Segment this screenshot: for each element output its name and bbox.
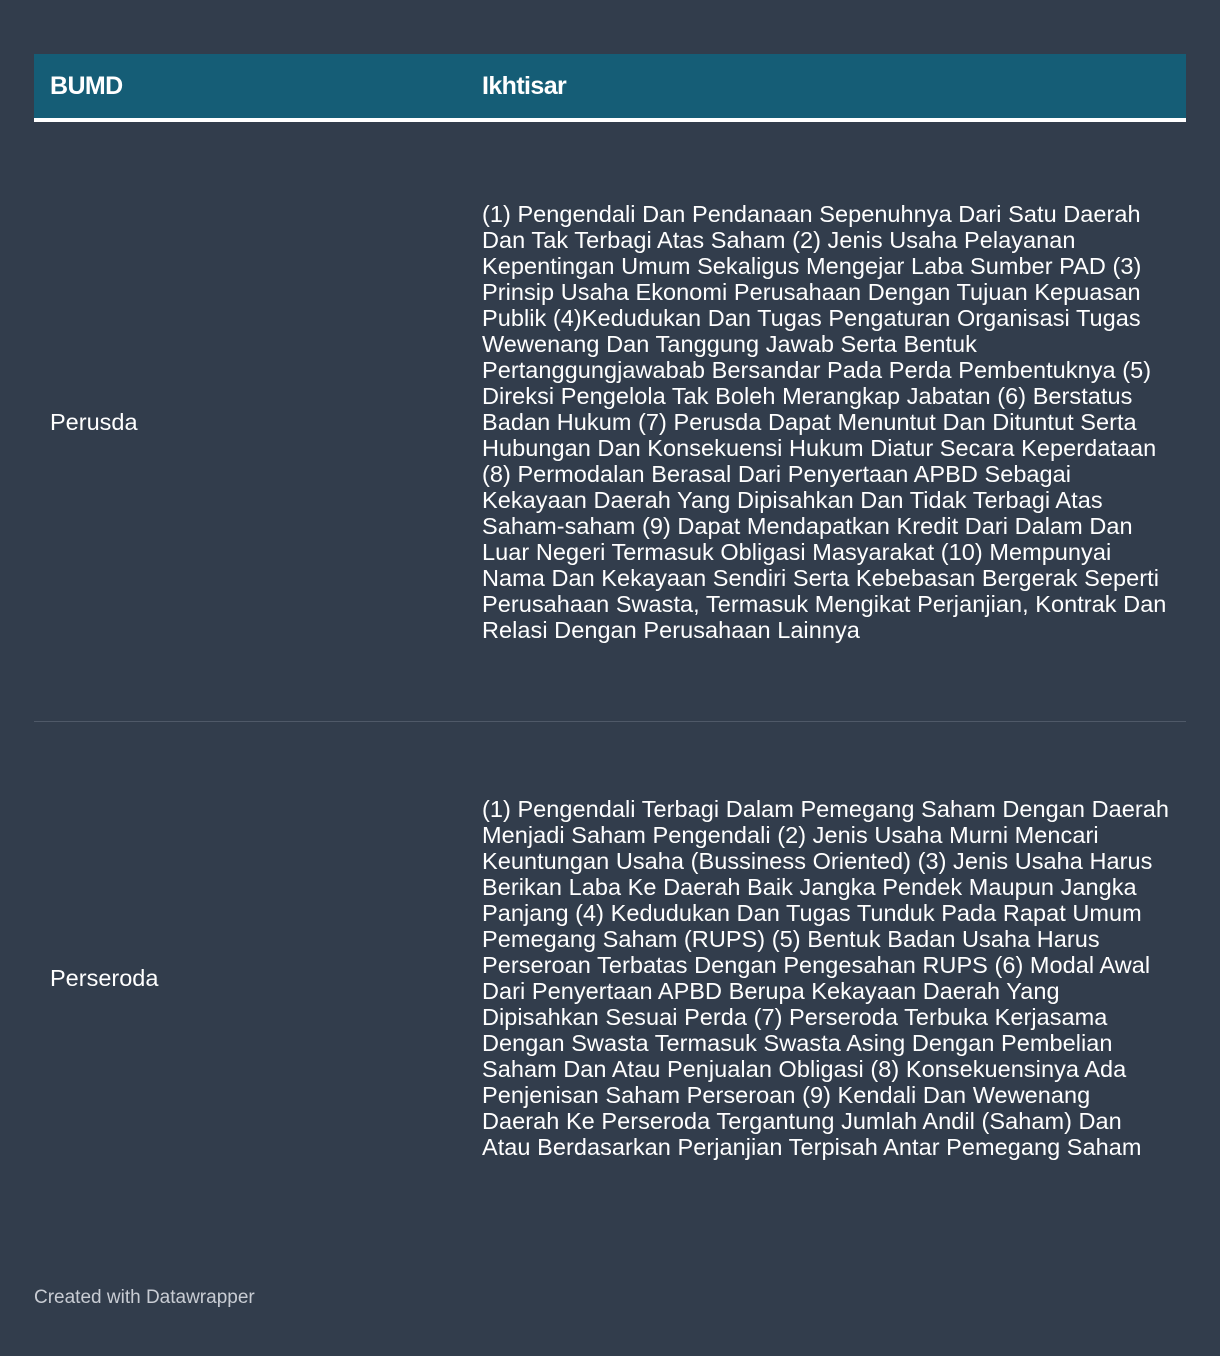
table-row [34,122,1186,722]
cell-bumd: Perseroda [50,964,159,991]
header-ikhtisar[interactable]: Ikhtisar [482,71,567,100]
cell-ikhtisar: (1) Pengendali Dan Pendanaan Sepenuhnya Dari Satu Daerah Dan Tak Terbagi Atas Saham (2) Jenis Usaha Pelayanan Kepentingan Umum Sekaligus Mengejar Laba Sumber PAD (3) Prinsip Usaha Ekonomi Perusahaan Dengan Tujuan Kepuasan Publik (4)Kedudukan Dan Tugas Pengaturan Organisasi Tugas Wewenang Dan Tanggung Jawab Serta Bentuk Pertanggungjawabab Bersandar Pada Perda Pembentuknya (5) Direksi Pengelola Tak Boleh Merangkap Jabatan (6) Berstatus Badan Hukum (7) Perusda Dapat Menuntut Dan Dituntut Serta Hubungan Dan Konsekuensi Hukum Diatur Secara Keperdataan (8) Permodalan Berasal Dari Penyertaan APBD Sebagai Kekayaan Daerah Yang Dipisahkan Dan Tidak Terbagi Atas Saham-saham (9) Dapat Mendapatkan Kredit Dari Dalam Dan Luar Negeri Termasuk Obligasi Masyarakat (10) Mempunyai Nama Dan Kekayaan Sendiri Serta Kebebasan Bergerak Seperti Perusahaan Swasta, Termasuk Mengikat Perjanjian, Kontrak Dan Relasi Dengan Perusahaan Lainnya [482,200,1167,643]
cell-bumd: Perusda [50,408,138,435]
data-table [34,54,1186,1233]
datawrapper-credit[interactable]: Created with Datawrapper [34,1287,255,1308]
table-row [34,722,1186,1233]
table-header-row [34,54,1186,122]
cell-ikhtisar: (1) Pengendali Terbagi Dalam Pemegang Saham Dengan Daerah Menjadi Saham Pengendali (2) Jenis Usaha Murni Mencari Keuntungan Usaha (Bussiness Oriented) (3) Jenis Usaha Harus Berikan Laba Ke Daerah Baik Jangka Pendek Maupun Jangka Panjang (4) Kedudukan Dan Tugas Tunduk Pada Rapat Umum Pemegang Saham (RUPS) (5) Bentuk Badan Usaha Harus Perseroan Terbatas Dengan Pengesahan RUPS (6) Modal Awal Dari Penyertaan APBD Berupa Kekayaan Daerah Yang Dipisahkan Sesuai Perda (7) Perseroda Terbuka Kerjasama Dengan Swasta Termasuk Swasta Asing Dengan Pembelian Saham Dan Atau Penjualan Obligasi (8) Konsekuensinya Ada Penjenisan Saham Perseroan (9) Kendali Dan Wewenang Daerah Ke Perseroda Tergantung Jumlah Andil (Saham) Dan Atau Berdasarkan Perjanjian Terpisah Antar Pemegang Saham [482,795,1169,1160]
header-bumd[interactable]: BUMD [50,71,123,100]
